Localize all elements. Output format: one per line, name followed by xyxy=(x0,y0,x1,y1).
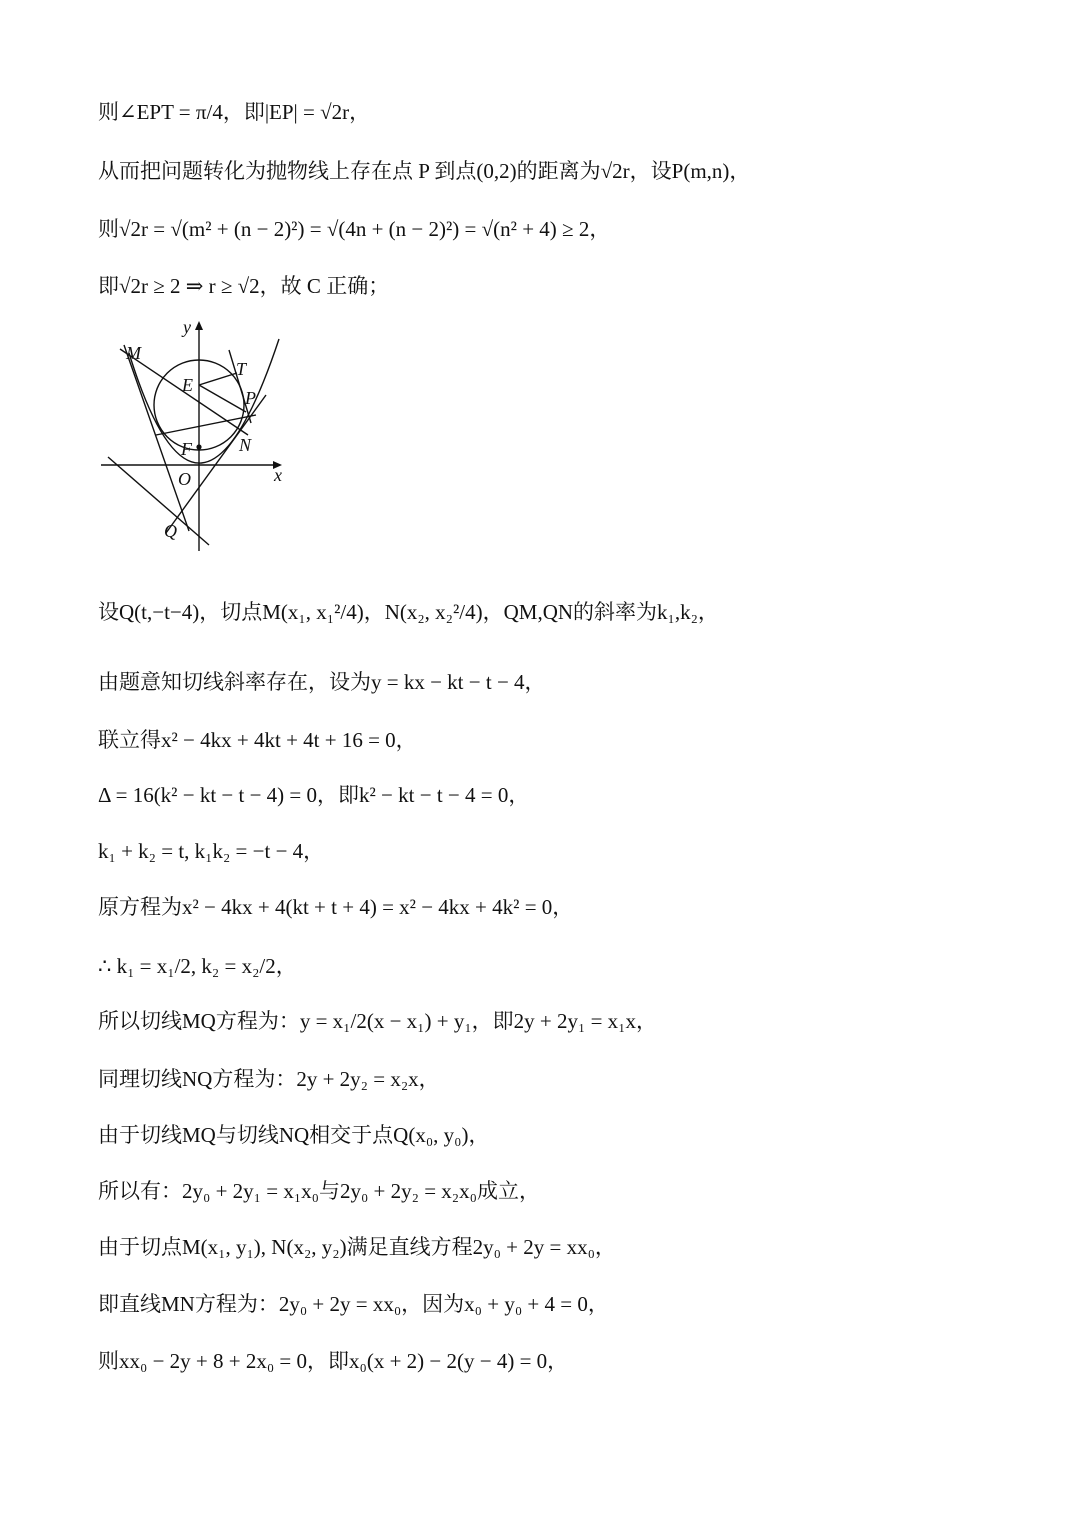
line-14: 由于切线MQ与切线NQ相交于点Q(x₀, y₀)， xyxy=(98,1123,490,1147)
line-4: 即√2r ≥ 2 ⇒ r ≥ √2，故 C 正确； xyxy=(98,274,390,298)
parabola-figure xyxy=(96,315,296,555)
segment-EP xyxy=(199,385,246,412)
line-8: Δ = 16(k² − kt − t − 4) = 0，即k² − kt − t − 4 = 0， xyxy=(98,783,530,807)
line-16: 由于切点M(x₁, y₁), N(x₂, y₂)满足直线方程2y₀ + 2y = xx₀， xyxy=(98,1235,616,1259)
label-N: N xyxy=(239,435,252,455)
line-6: 由题意知切线斜率存在，设为y = kx − kt − t − 4， xyxy=(98,670,546,694)
line-18: 则xx₀ − 2y + 8 + 2x₀ = 0，即x₀(x + 2) − 2(y − 4) = 0， xyxy=(98,1349,569,1373)
label-P: P xyxy=(245,388,256,408)
parabola-curve xyxy=(129,339,279,463)
line-17: 即直线MN方程为：2y₀ + 2y = xx₀，因为x₀ + y₀ + 4 = 0， xyxy=(98,1292,609,1316)
y-axis-arrow xyxy=(195,321,203,330)
line-3: 则√2r = √(m² + (n − 2)²) = √(4n + (n − 2)²) = √(n² + 4) ≥ 2， xyxy=(98,217,611,241)
line-2: 从而把问题转化为抛物线上存在点 P 到点(0,2)的距离为√2r，设P(m,n)， xyxy=(98,159,751,183)
focus-point xyxy=(196,444,201,449)
line-10: 原方程为x² − 4kx + 4(kt + t + 4) = x² − 4kx + 4k² = 0， xyxy=(98,895,574,919)
label-F: F xyxy=(181,439,192,459)
label-E: E xyxy=(182,375,193,395)
label-x: x xyxy=(274,465,282,485)
line-11: ∴ k₁ = x₁/2, k₂ = x₂/2， xyxy=(98,954,297,978)
label-T: T xyxy=(236,359,247,379)
line-9: k₁ + k₂ = t, k₁k₂ = −t − 4， xyxy=(98,839,325,863)
line-through-Q xyxy=(108,457,209,545)
line-12: 所以切线MQ方程为：y = x₁/2(x − x₁) + y₁，即2y + 2y₁ = x₁x， xyxy=(98,1009,657,1033)
secant-line xyxy=(156,415,256,435)
label-Q: Q xyxy=(164,521,177,541)
line-1: 则∠EPT = π/4，即|EP| = √2r， xyxy=(98,100,371,124)
label-M: M xyxy=(126,343,141,363)
line-7: 联立得x² − 4kx + 4kt + 4t + 16 = 0， xyxy=(98,728,417,752)
line-5: 设Q(t,−t−4)，切点M(x₁, x₁²/4)，N(x₂, x₂²/4)，QM,QN的斜率为k₁,k₂， xyxy=(98,600,719,624)
label-O: O xyxy=(178,469,191,489)
segment-ET xyxy=(199,373,237,385)
label-y: y xyxy=(183,317,191,337)
line-13: 同理切线NQ方程为：2y + 2y₂ = x₂x， xyxy=(98,1067,440,1091)
line-15: 所以有：2y₀ + 2y₁ = x₁x₀与2y₀ + 2y₂ = x₂x₀成立， xyxy=(98,1179,540,1203)
